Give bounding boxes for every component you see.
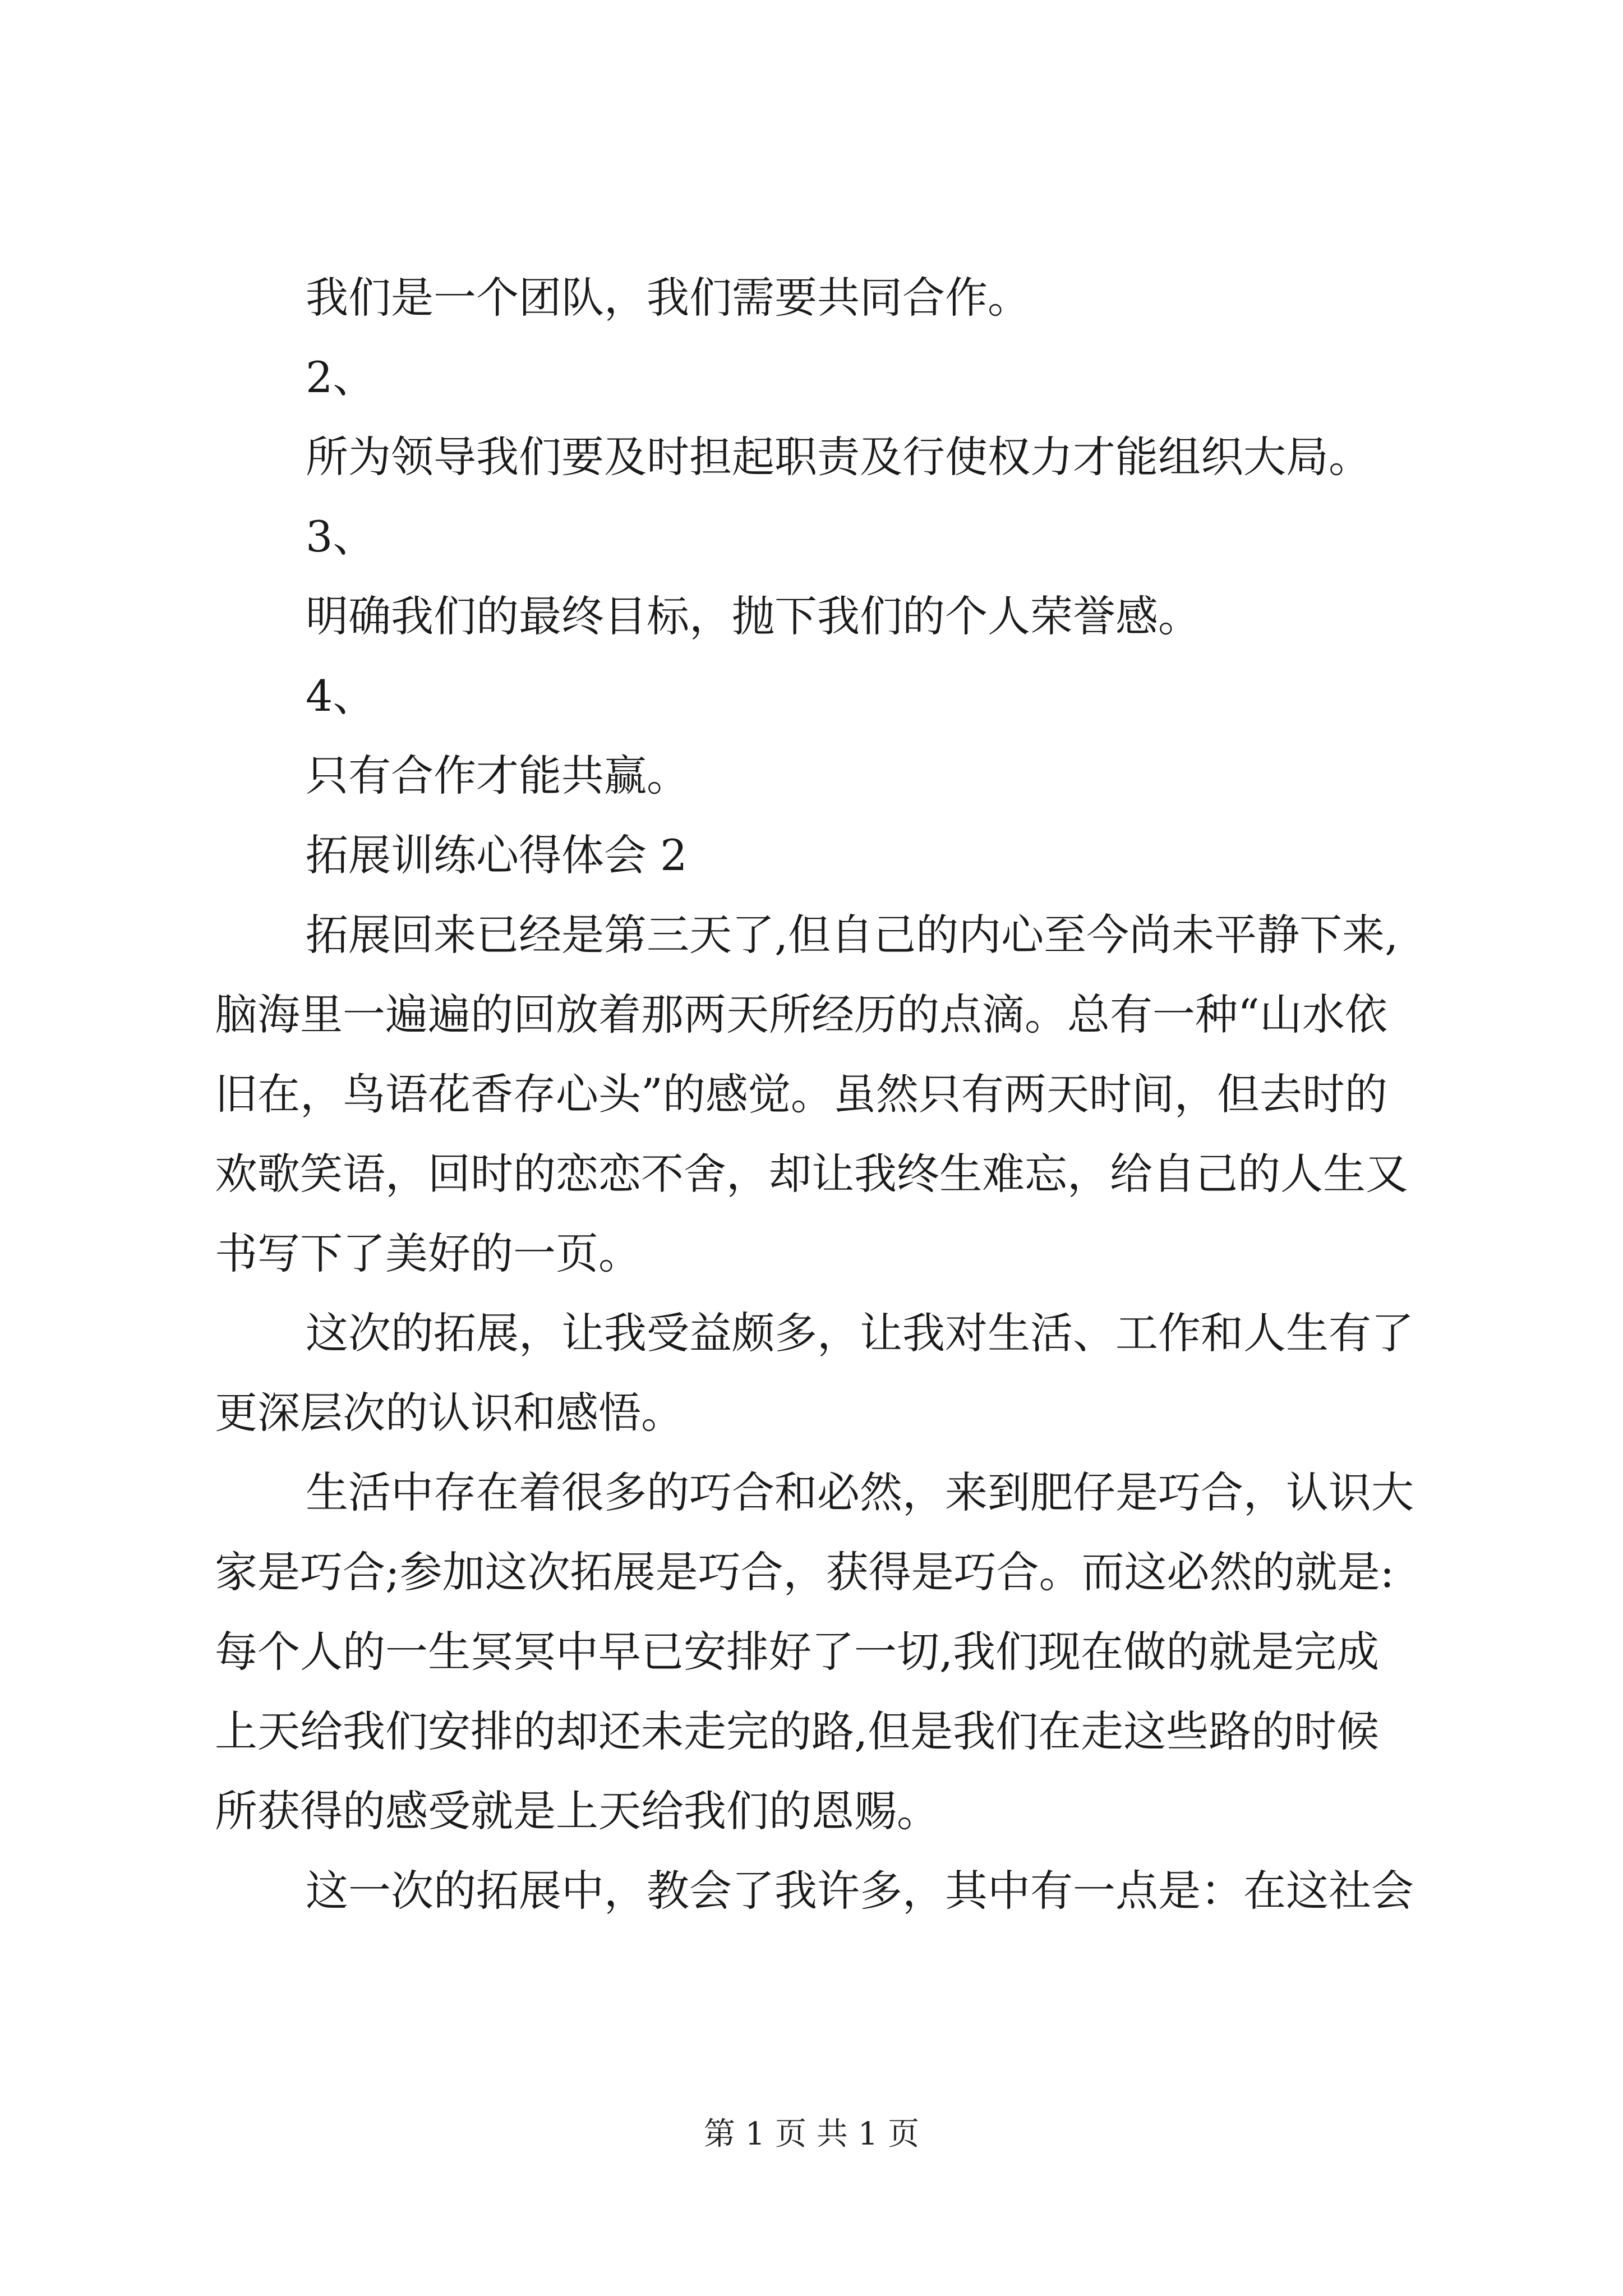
list-number: 2、: [306, 352, 376, 402]
paragraph-line: 每个人的一生冥冥中早已安排好了一切,我们现在做的就是完成: [215, 1627, 1380, 1677]
list-number: 3、: [306, 512, 376, 562]
text-line: 所为领导我们要及时担起职责及行使权力才能组织大局。: [306, 432, 1371, 482]
section-heading: 拓展训练心得体会 2: [306, 830, 688, 880]
paragraph-first-line: 拓展回来已经是第三天了,但自己的内心至今尚未平静下来,: [306, 910, 1399, 960]
paragraph-first-line: 生活中存在着很多的巧合和必然，来到肥仔是巧合，认识大: [306, 1467, 1414, 1517]
paragraph-line: 上天给我们安排的却还未走完的路,但是我们在走这些路的时候: [215, 1706, 1380, 1756]
paragraph-line: 更深层次的认识和感悟。: [215, 1388, 684, 1438]
paragraph-first-line: 这一次的拓展中，教会了我许多，其中有一点是：在这社会: [306, 1866, 1414, 1916]
paragraph-first-line: 这次的拓展，让我受益颇多，让我对生活、工作和人生有了: [306, 1308, 1414, 1358]
paragraph-line: 家是巧合;参加这次拓展是巧合，获得是巧合。而这必然的就是:: [215, 1547, 1395, 1597]
paragraph-line: 书写下了美好的一页。: [215, 1228, 641, 1278]
paragraph-line: 旧在，鸟语花香存心头”的感觉。虽然只有两天时间，但去时的: [215, 1069, 1387, 1119]
page-footer: 第 1 页 共 1 页: [703, 2116, 920, 2152]
text-line: 明确我们的最终目标，抛下我们的个人荣誉感。: [306, 591, 1201, 641]
paragraph-line: 所获得的感受就是上天给我们的恩赐。: [215, 1786, 939, 1836]
paragraph-line: 欢歌笑语，回时的恋恋不舍，却让我终生难忘，给自己的人生又: [215, 1149, 1408, 1199]
text-line: 只有合作才能共赢。: [306, 751, 689, 800]
paragraph-line: 脑海里一遍遍的回放着那两天所经历的点滴。总有一种“山水依: [215, 990, 1387, 1039]
text-line: 我们是一个团队，我们需要共同合作。: [306, 273, 1030, 323]
list-number: 4、: [306, 671, 376, 721]
document-body: [215, 258, 1427, 1931]
